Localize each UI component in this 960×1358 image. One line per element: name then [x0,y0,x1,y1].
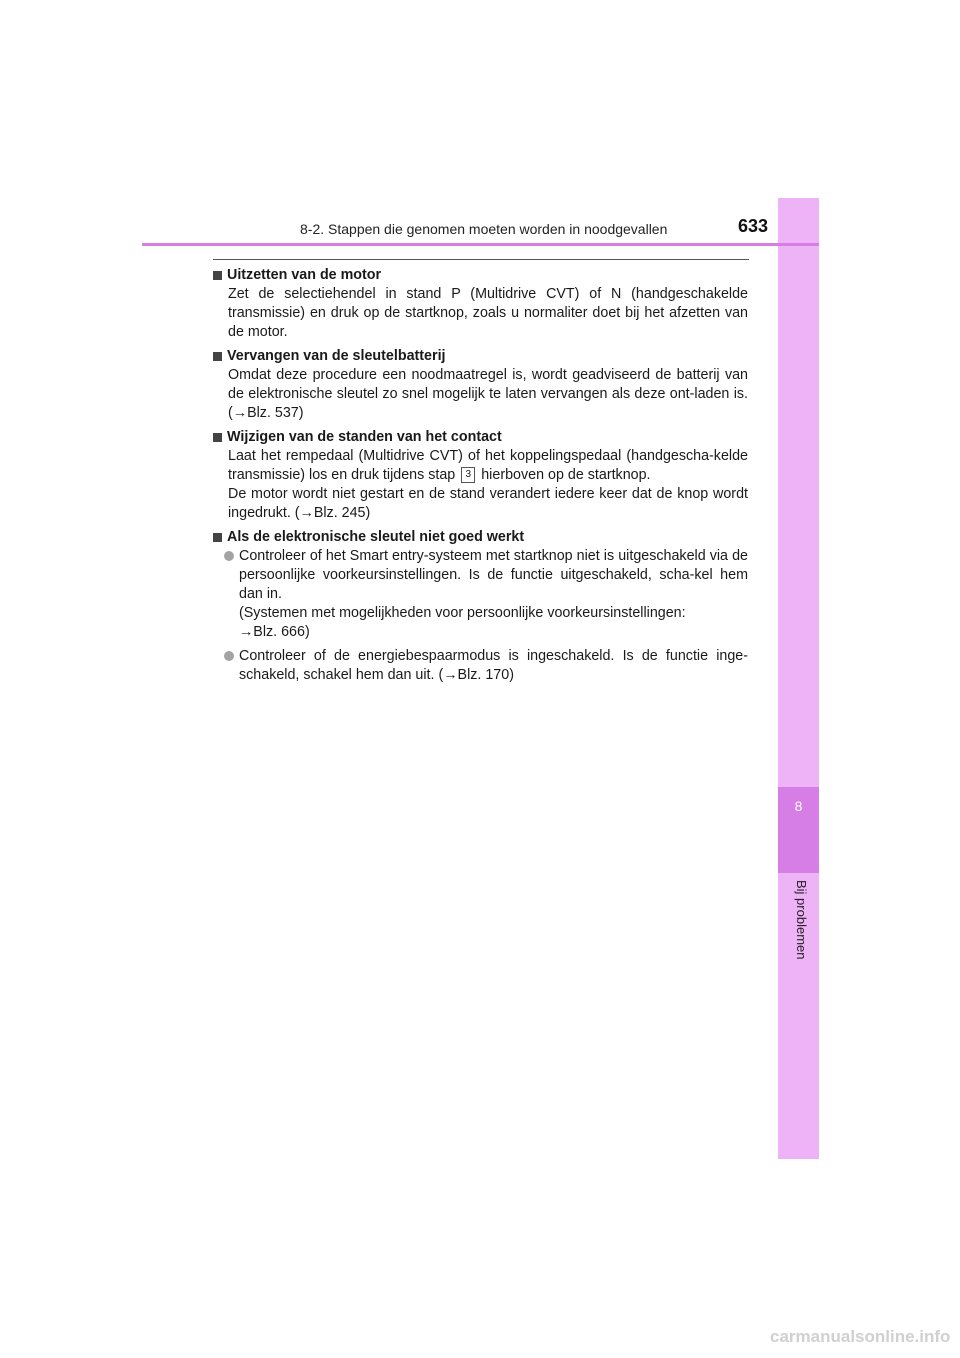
content-divider [213,259,749,260]
section-key-battery [213,347,748,423]
chapter-title: Bij problemen [794,880,809,960]
list-item [213,647,748,685]
arrow-icon: → [232,405,248,421]
bullet-text: (Systemen met mogelijkheden voor persoonlijke voorkeursinstellingen: [239,605,686,621]
page-number: 633 [738,216,769,236]
arrow-icon: → [443,667,458,683]
section-text: Laat het rempedaal (Multidrive CVT) of het koppelingspedaal (handgescha-kelde transmissie) los en druk tijdens stap [228,448,748,483]
section-title: Uitzetten van de motor [227,267,382,283]
section-title: Vervangen van de sleutelbatterij [227,348,446,364]
arrow-icon: → [299,505,314,521]
section-engine-off [213,266,748,342]
round-bullet-icon [224,551,234,561]
page-reference-link[interactable]: Blz. 666) [253,624,310,640]
section-text: hierboven op de startknop. [481,467,651,483]
section-text: Omdat deze procedure een noodmaatregel is, wordt geadviseerd de batterij van de elektronische sleutel zo snel mogelijk te laten vervangen als deze ont-laden is. ( [228,367,748,421]
bullet-text: Controleer of het Smart entry-systeem met startknop niet is uitgeschakeld via de persoonlijke voorkeursinstellingen. Is de functie uitgeschakeld, scha-kel hem dan in. [239,548,748,602]
section-ignition-modes [213,428,748,523]
page-content [213,266,748,690]
arrow-icon: → [239,624,254,640]
step-number-badge: 3 [461,467,475,483]
section-title: Als de elektronische sleutel niet goed werkt [227,529,525,545]
square-bullet-icon [213,533,222,542]
section-text: De motor wordt niet gestart en de stand verandert iedere keer dat de knop wordt ingedrukt. ( [228,486,748,521]
bullet-text: Controleer of de energiebespaarmodus is ingeschakeld. Is de functie inge-schakeld, schakel hem dan uit. ( [239,648,748,683]
square-bullet-icon [213,433,222,442]
chapter-side-tab [778,198,819,1159]
watermark: carmanualsonline.info [770,1327,951,1346]
section-header: 8-2. Stappen die genomen moeten worden in noodgevallen [300,221,668,237]
chapter-number: 8 [794,798,803,814]
list-item [213,547,748,642]
section-key-malfunction [213,528,748,685]
square-bullet-icon [213,352,222,361]
section-text: Zet de selectiehendel in stand P (Multidrive CVT) of N (handgeschakelde transmissie) en druk op de startknop, zoals u normaliter doet bij het afzetten van de motor. [228,286,748,340]
header-divider [142,243,819,246]
square-bullet-icon [213,271,222,280]
page-reference-link[interactable]: Blz. 537) [247,405,304,421]
section-title: Wijzigen van de standen van het contact [227,429,502,445]
page-reference-link[interactable]: Blz. 170) [457,667,514,683]
round-bullet-icon [224,651,234,661]
page-reference-link[interactable]: Blz. 245) [313,505,371,521]
